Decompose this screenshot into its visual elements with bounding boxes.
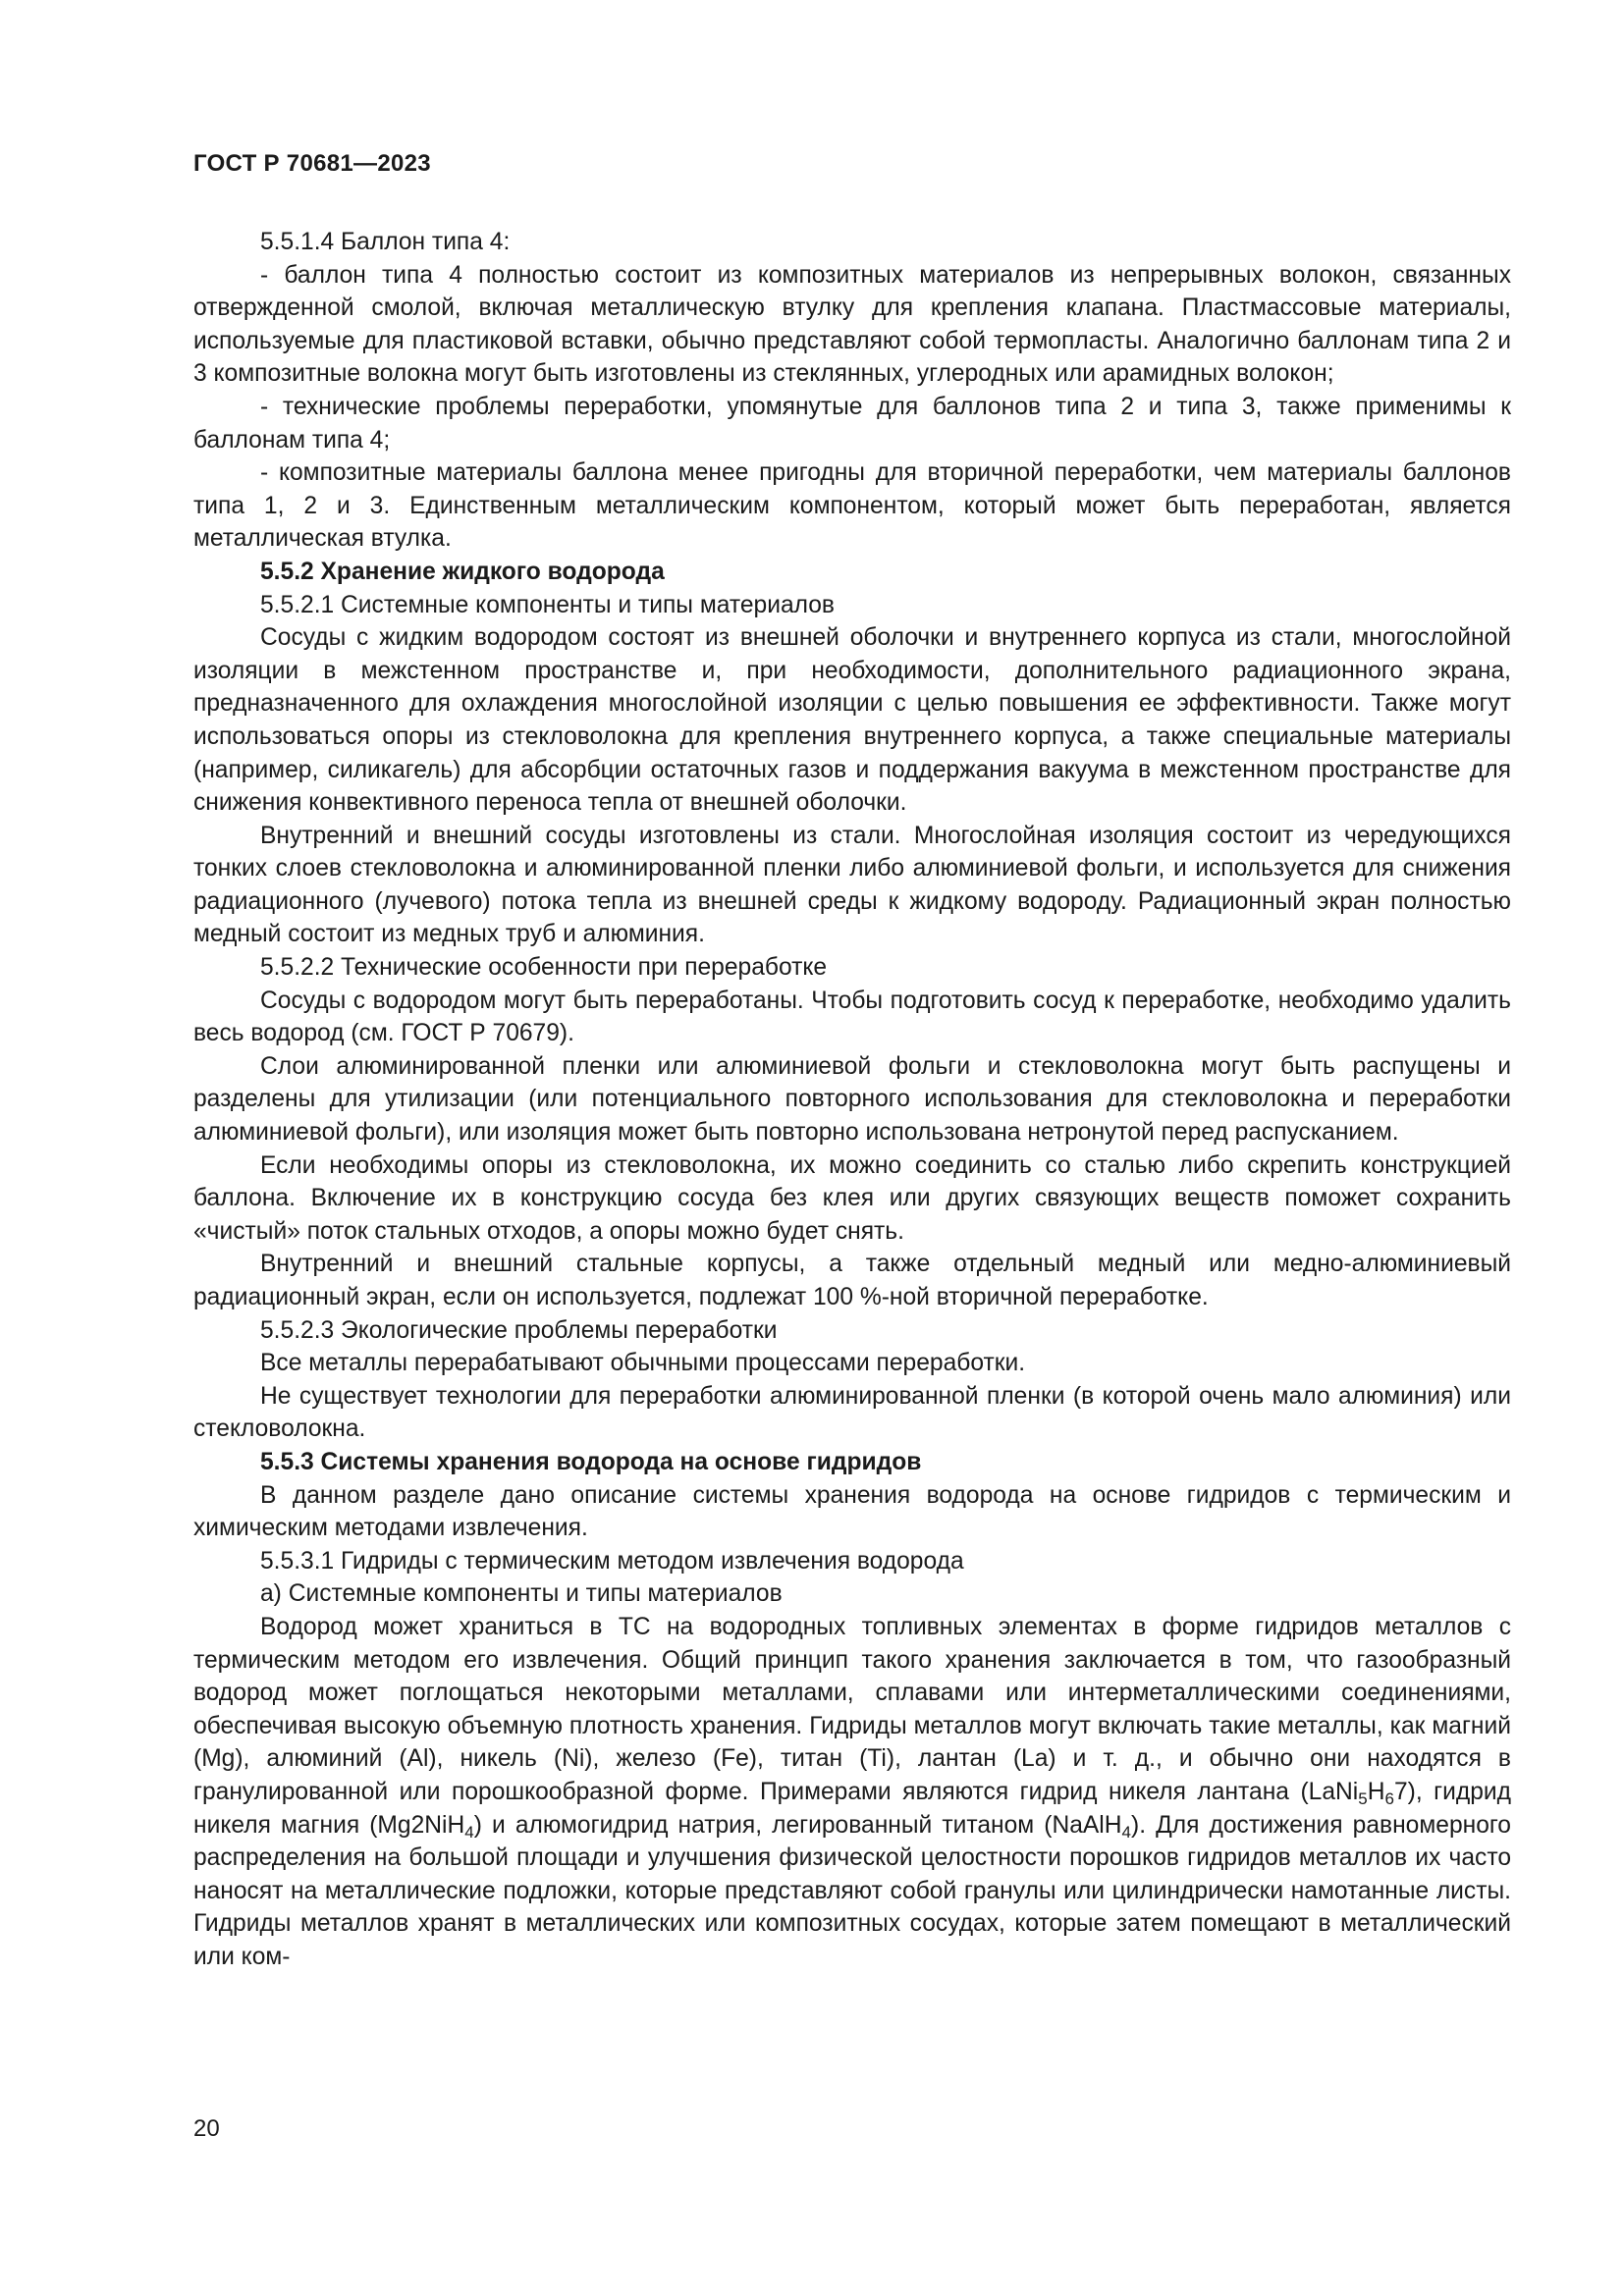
text-run: ) и алюмогидрид натрия, легированный титаном (NaAlH [473, 1811, 1122, 1839]
paragraph: В данном разделе дано описание системы хранения водорода на основе гидридов с термическим и химическим методами извлечения. [193, 1481, 1511, 1542]
clause-5-5-2-3-heading: 5.5.2.3 Экологические проблемы переработки [260, 1316, 778, 1344]
clause-5-5-1-4-heading: 5.5.1.4 Баллон типа 4: [260, 229, 511, 255]
text-run: Водород может храниться в ТС на водородных топливных элементах в форме гидридов металлов с термическим методом его извлечения. Общий принцип такого хранения заключается в том, что газообразный водород может поглощаться некоторыми металлами, сплавами или интерметаллическими соединениями, обеспечивая высокую объемную плотность хранения. Гидриды металлов могут включать такие металлы, как магний (Mg), алюминий (Al), никель (Ni), железо (Fe), титан (Ti), лантан (La) и т. д., и обычно они находятся в гранулированной или порошкообразной форме. Примерами являются гидрид никеля лантана (LaNi [193, 1613, 1511, 1805]
section-5-5-2-heading: 5.5.2 Хранение жидкого водорода [260, 558, 665, 585]
paragraph: - композитные материалы баллона менее пригодны для вторичной переработки, чем материалы баллонов типа 1, 2 и 3. Единственным металлическим компонентом, который может быть переработан, является металлическая втулка. [193, 459, 1511, 553]
paragraph: Слои алюминированной пленки или алюминиевой фольги и стекловолокна могут быть распущены и разделены для утилизации (или потенциального повторного использования для стекловолокна и переработки алюминиевой фольги), или изоляция может быть повторно использована нетронутой перед распусканием. [193, 1052, 1511, 1147]
subscript: 4 [464, 1822, 474, 1842]
subscript: 5 [1358, 1789, 1368, 1808]
paragraph: Сосуды с жидким водородом состоят из внешней оболочки и внутреннего корпуса из стали, многослойной изоляции в межстенном пространстве и, при необходимости, дополнительного радиационного экрана, предназначенного для охлаждения многослойной изоляции с целью повышения ее эффективности. Также могут использоваться опоры из стекловолокна для крепления внутреннего корпуса, а также специальные материалы (например, силикагель) для абсорбции остаточных газов и поддержания вакуума в межстенном пространстве для снижения конвективного переноса тепла от внешней оболочки. [193, 624, 1511, 817]
paragraph [193, 1611, 1511, 1974]
item-a-heading: а) Системные компоненты и типы материалов [260, 1580, 783, 1608]
clause-5-5-2-2-heading: 5.5.2.2 Технические особенности при переработке [260, 954, 828, 982]
standard-header: ГОСТ Р 70681—2023 [193, 150, 431, 177]
text-run: H [1367, 1778, 1385, 1805]
clause-5-5-2-1-heading: 5.5.2.1 Системные компоненты и типы материалов [260, 591, 835, 618]
text-run: ). Для достижения равномерного распределения на большой площади и улучшения физической целостности порошков гидридов металлов их часто наносят на металлические подложки, которые представляют собой гранулы или цилиндрически намотанные листы. Гидриды металлов хранят в металлических или композитных сосудах, которые затем помещают в металлический или ком- [193, 1811, 1511, 1970]
paragraph: Внутренний и внешний сосуды изготовлены из стали. Многослойная изоляция состоит из чередующихся тонких слоев стекловолокна и алюминированной пленки либо алюминиевой фольги, и используется для снижения радиационного (лучевого) потока тепла из внешней среды к жидкому водороду. Радиационный экран полностью медный состоит из медных труб и алюминия. [193, 822, 1511, 948]
subscript: 4 [1121, 1822, 1131, 1842]
paragraph: - технические проблемы переработки, упомянутые для баллонов типа 2 и типа 3, также применимы к баллонам типа 4; [193, 393, 1511, 454]
clause-5-5-3-1-heading: 5.5.3.1 Гидриды с термическим методом извлечения водорода [260, 1547, 964, 1575]
section-5-5-3-heading: 5.5.3 Системы хранения водорода на основе гидридов [260, 1448, 922, 1475]
text-run: 7), гидрид никеля магния (Mg2NiH [193, 1778, 1511, 1839]
paragraph: Внутренний и внешний стальные корпусы, а также отдельный медный или медно-алюминиевый радиационный экран, если он используется, подлежат 100 %-ной вторичной переработке. [193, 1251, 1511, 1310]
paragraph: Все металлы перерабатывают обычными процессами переработки. [260, 1350, 1026, 1377]
paragraph: Если необходимы опоры из стекловолокна, их можно соединить со сталью либо скрепить конструкцией баллона. Включение их в конструкцию сосуда без клея или других связующих веществ поможет сохранить «чистый» поток стальных отходов, а опоры можно будет снять. [193, 1151, 1511, 1245]
paragraph: Не существует технологии для переработки алюминированной пленки (в которой очень мало алюминия) или стекловолокна. [193, 1382, 1511, 1443]
body-text [193, 226, 1511, 1973]
page-number: 20 [193, 2115, 220, 2142]
paragraph: - баллон типа 4 полностью состоит из композитных материалов из непрерывных волокон, связанных отвержденной смолой, включая металлическую втулку для крепления клапана. Пластмассовые материалы, используемые для пластиковой вставки, обычно представляют собой термопласты. Аналогично баллонам типа 2 и 3 композитные волокна могут быть изготовлены из стеклянных, углеродных или арамидных волокон; [193, 261, 1511, 388]
paragraph: Сосуды с водородом могут быть переработаны. Чтобы подготовить сосуд к переработке, необходимо удалить весь водород (см. ГОСТ Р 70679). [193, 987, 1511, 1047]
subscript: 6 [1384, 1789, 1394, 1808]
